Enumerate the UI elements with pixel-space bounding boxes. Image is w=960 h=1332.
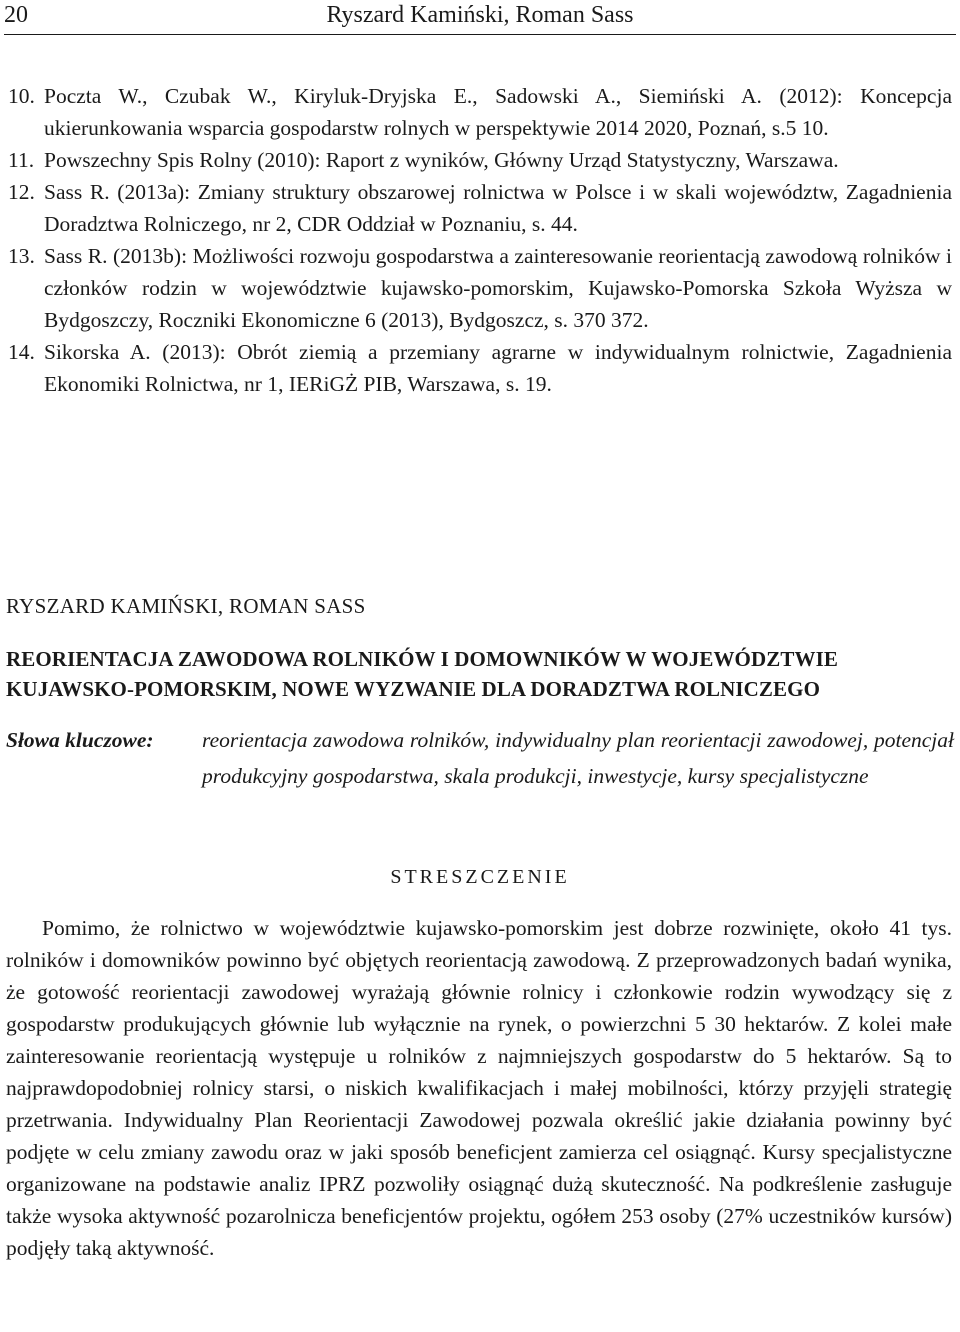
- reference-text: Poczta W., Czubak W., Kiryluk-Dryjska E., Sadowski A., Siemiński A. (2012): Koncepcja ukierunkowania wsparcia gospodarstw rolnych w perspektywie 2014 2020, Poznań, s.5 10.: [44, 84, 952, 140]
- reference-list: [8, 80, 952, 400]
- reference-number: 13.: [8, 244, 35, 268]
- keywords-block: [6, 722, 954, 794]
- abstract-text: Pomimo, że rolnictwo w województwie kujawsko-pomorskim jest dobrze rozwinięte, około 41 tys. rolników i domowników powinno być objętych reorientacją zawodową. Z przeprowadzonych badań wynika, że gotowość reorientacji zawodowej wyrażają głównie rolnicy i członkowie rodzin wywodzący się z gospodarstw produkujących głównie lub wyłącznie na rynek, o powierzchni 5 30 hektarów. Z kolei małe zainteresowanie reorientacją występuje u rolników z najmniejszych gospodarstw do 5 hektarów. Są to najprawdopodobniej rolnicy starsi, o niskich kwalifikacjach i małej mobilności, którzy przyjęli strategię przetrwania. Indywidualny Plan Reorientacji Zawodowej pozwala określić jakie działania powinny być podjęte w celu zmiany zawodu oraz w jaki sposób beneficjent zamierza cel osiągnąć. Kursy specjalistyczne organizowane na podstawie analiz IPRZ pozwoliły osiągnąć dużą skuteczność. Na podkreślenie zasługuje także wysoka aktywność pozarolnicza beneficjentów projektu, ogółem 253 osoby (27% uczestników kursów) podjęły taką aktywność.: [6, 916, 952, 1260]
- keywords-text: reorientacja zawodowa rolników, indywidualny plan reorientacji zawodowej, potencjał produkcyjny gospodarstwa, skala produkcji, inwestycje, kursy specjalistyczne: [202, 728, 954, 788]
- reference-text: Sikorska A. (2013): Obrót ziemią a przemiany agrarne w indywidualnym rolnictwie, Zagadnienia Ekonomiki Rolnictwa, nr 1, IERiGŻ PIB, Warszawa, s. 19.: [44, 340, 952, 396]
- reference-item: [8, 144, 952, 176]
- reference-number: 10.: [8, 84, 35, 108]
- keywords-label: Słowa kluczowe:: [6, 728, 154, 752]
- reference-number: 12.: [8, 180, 35, 204]
- reference-item: [8, 336, 952, 400]
- article-title: REORIENTACJA ZAWODOWA ROLNIKÓW I DOMOWNIKÓW W WOJEWÓDZTWIE KUJAWSKO-POMORSKIM, NOWE WYZWANIE DLA DORADZTWA ROLNICZEGO: [6, 647, 838, 701]
- reference-number: 14.: [8, 340, 35, 364]
- running-head: Ryszard Kamiński, Roman Sass: [326, 2, 634, 28]
- article-authors: RYSZARD KAMIŃSKI, ROMAN SASS: [6, 594, 366, 618]
- reference-item: [8, 80, 952, 144]
- reference-text: Powszechny Spis Rolny (2010): Raport z wyników, Główny Urząd Statystyczny, Warszawa.: [44, 148, 839, 172]
- page-header: [4, 0, 956, 35]
- reference-text: Sass R. (2013b): Możliwości rozwoju gospodarstwa a zainteresowanie reorientacją zawodową rolników i członków rodzin w województwie kujawsko-pomorskim, Kujawsko-Pomorska Szkoła Wyższa w Bydgoszczy, Roczniki Ekonomiczne 6 (2013), Bydgoszcz, s. 370 372.: [44, 244, 952, 332]
- reference-item: [8, 176, 952, 240]
- reference-text: Sass R. (2013a): Zmiany struktury obszarowej rolnictwa w Polsce i w skali województw, Zagadnienia Doradztwa Rolniczego, nr 2, CDR Oddział w Poznaniu, s. 44.: [44, 180, 952, 236]
- reference-item: [8, 240, 952, 336]
- reference-number: 11.: [8, 148, 35, 172]
- page-number: 20: [4, 2, 28, 28]
- abstract-heading: STRESZCZENIE: [390, 866, 570, 888]
